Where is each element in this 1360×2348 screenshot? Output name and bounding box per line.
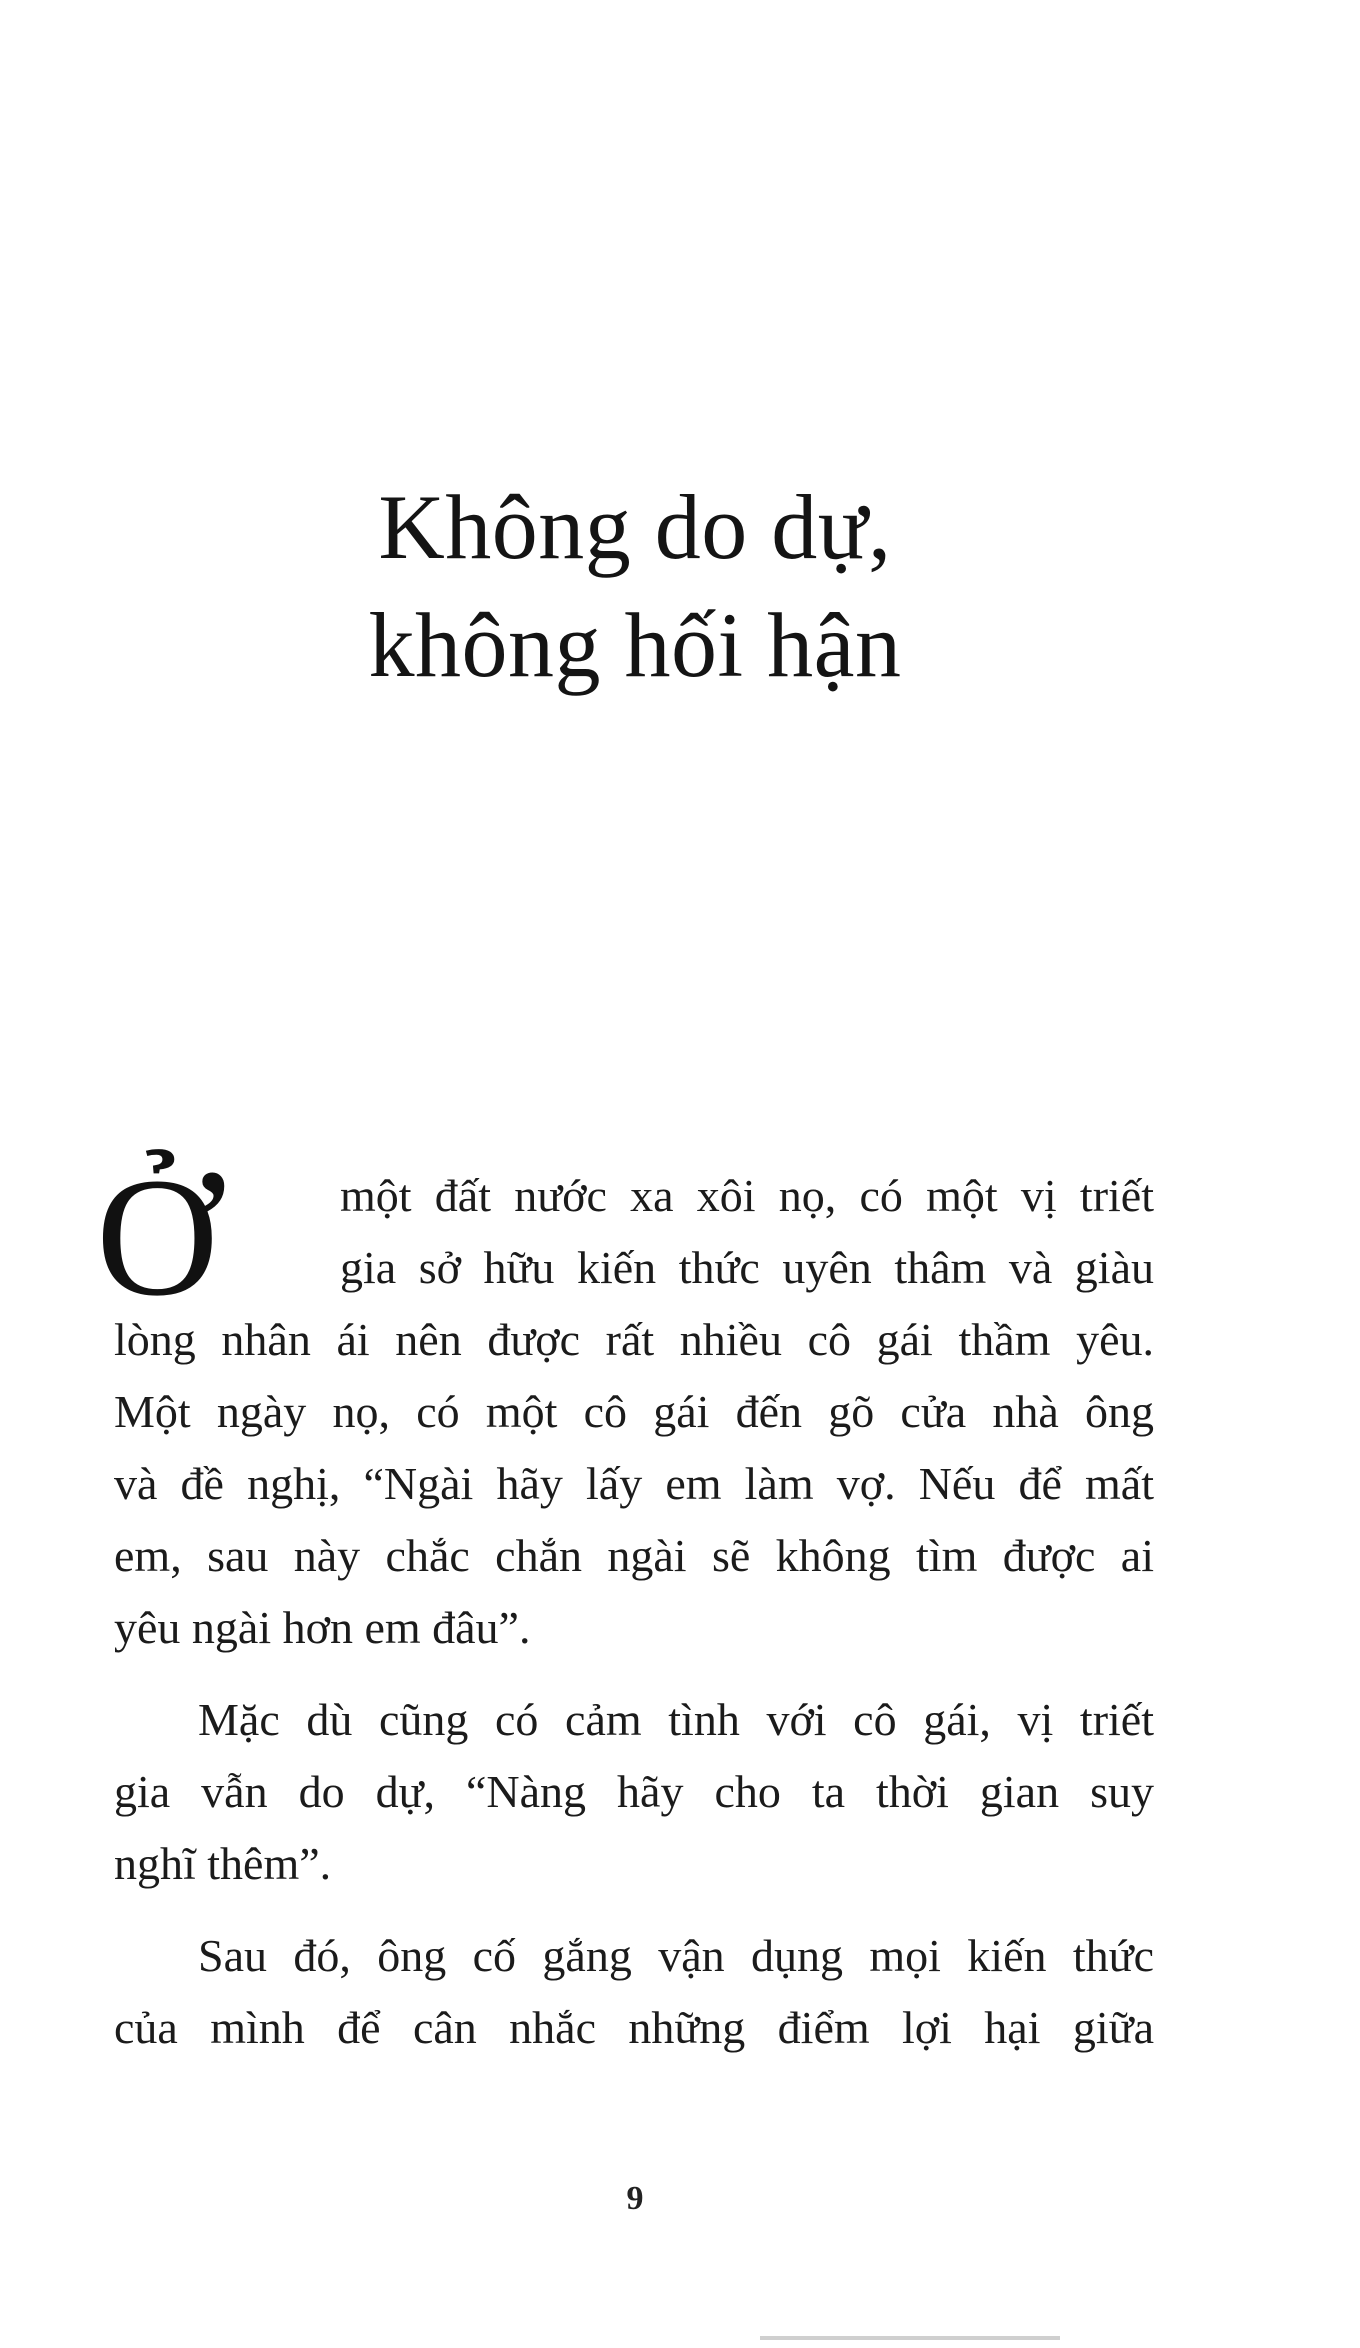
paragraph-line: Sau đó, ông cố gắng vận dụng mọi kiến thức — [198, 1930, 1154, 1981]
paragraph-line: của mình để cân nhắc những điểm lợi hại giữa — [114, 2002, 1154, 2053]
paragraph-3 — [114, 1920, 1154, 2064]
paragraph-line: nghĩ thêm”. — [114, 1838, 332, 1889]
paragraph-line: Một ngày nọ, có một cô gái đến gõ cửa nhà ông — [114, 1386, 1154, 1437]
chapter-title-line-2: không hối hận — [368, 594, 902, 696]
paragraph-1 — [114, 1160, 1154, 1664]
paragraph-line: em, sau này chắc chắn ngài sẽ không tìm được ai — [114, 1530, 1154, 1581]
paragraph-line: gia sở hữu kiến thức uyên thâm và giàu — [340, 1242, 1154, 1293]
paragraph-line: và đề nghị, “Ngài hãy lấy em làm vợ. Nếu để mất — [114, 1458, 1154, 1509]
paragraph-line: lòng nhân ái nên được rất nhiều cô gái thầm yêu. — [114, 1314, 1154, 1365]
page-edge-shadow — [760, 2336, 1060, 2340]
chapter-title — [0, 468, 1270, 704]
paragraph-line: yêu ngài hơn em đâu”. — [114, 1602, 531, 1653]
paragraph-2 — [114, 1684, 1154, 1900]
drop-cap: Ở — [96, 1143, 219, 1331]
paragraph-line: Mặc dù cũng có cảm tình với cô gái, vị triết — [198, 1694, 1154, 1745]
chapter-body — [96, 1143, 1154, 2064]
page-number: 9 — [626, 2180, 644, 2217]
paragraph-line: gia vẫn do dự, “Nàng hãy cho ta thời gian suy — [114, 1766, 1154, 1817]
chapter-title-line-1: Không do dự, — [378, 476, 892, 578]
paragraph-line: một đất nước xa xôi nọ, có một vị triết — [340, 1170, 1154, 1221]
